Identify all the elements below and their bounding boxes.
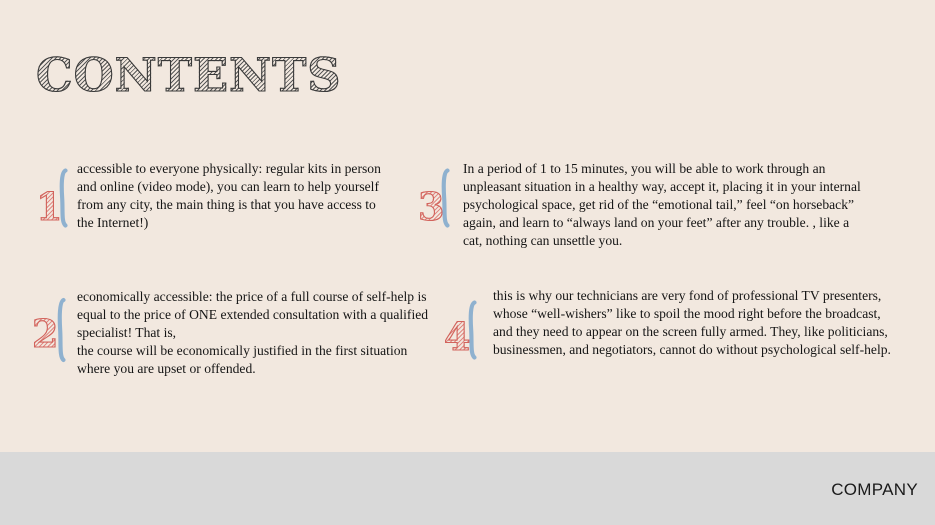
- bracket-icon: [58, 163, 68, 233]
- item-number: 3: [418, 184, 445, 229]
- item-text: [77, 288, 431, 378]
- item-number: 4: [444, 314, 471, 359]
- item-text: accessible to everyone physically: regular kits in person and online (video mode), you can learn to help yourself from any city, the main thing is that you have access to the Internet!): [77, 161, 381, 230]
- item-text-line: the course will be economically justified in the first situation where you are upset or offended.: [77, 343, 408, 376]
- company-name: COMPANY: [831, 480, 918, 499]
- item-number: 2: [32, 311, 59, 356]
- item-text: this is why our technicians are very fond of professional TV presenters, whose “well-wishers” like to spoil the mood right before the broadcast, and they need to appear on the screen fully armed. They, like politicians, businessmen, and negotiators, cannot do without psychological self-help.: [493, 288, 891, 357]
- item-text: In a period of 1 to 15 minutes, you will be able to work through an unpleasant situation in a healthy way, accept it, placing it in your internal psychological space, get rid of the “emotional tail,” feel “on horseback” again, and learn to “always land on your feet” after any trouble. , like a cat, nothing can unsettle you.: [463, 161, 861, 248]
- bracket-icon: [440, 163, 450, 233]
- bracket-icon: [56, 292, 66, 368]
- bracket-icon: [467, 295, 477, 365]
- item-text-line: economically accessible: the price of a full course of self-help is equal to the price of ONE extended consultation with a qualified specialist! That is,: [77, 289, 429, 340]
- item-number: 1: [36, 184, 63, 229]
- footer-bar: [0, 452, 935, 525]
- page-title: CONTENTS: [36, 48, 342, 102]
